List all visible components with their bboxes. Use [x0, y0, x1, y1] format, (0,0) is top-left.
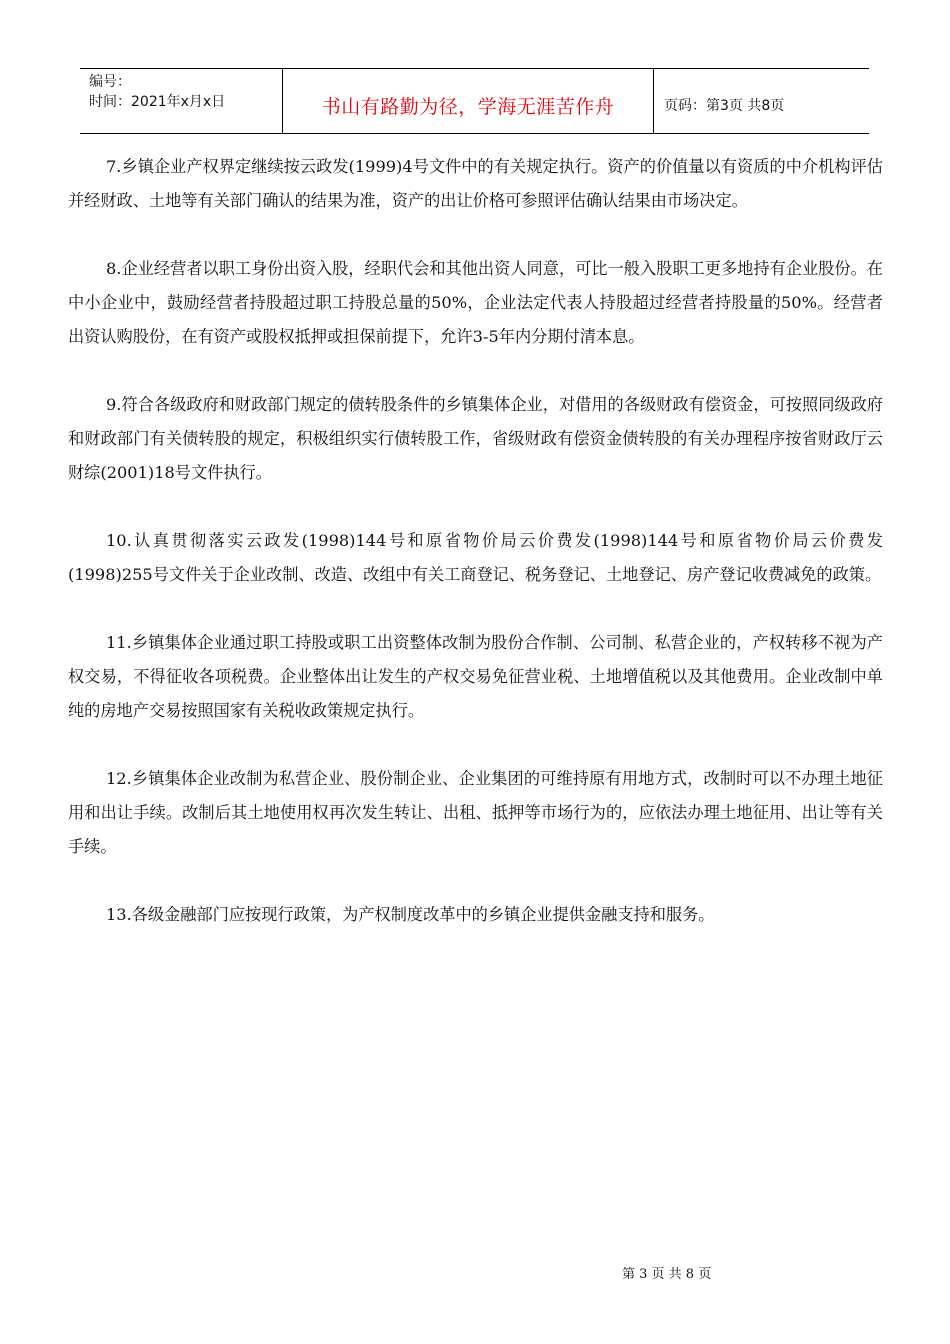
document-date: 时间：2021年x月x日 — [89, 94, 226, 110]
document-body — [68, 150, 883, 966]
header-info-cell — [80, 69, 283, 133]
paragraph-9: 9.符合各级政府和财政部门规定的债转股条件的乡镇集体企业，对借用的各级财政有偿资金，可按照同级政府和财政部门有关债转股的规定，积极组织实行债转股工作，省级财政有偿资金债转股的有关办理程序按省财政厅云财综(2001)18号文件执行。 — [68, 395, 883, 482]
paragraph-10: 10.认真贯彻落实云政发(1998)144号和原省物价局云价费发(1998)144号和原省物价局云价费发(1998)255号文件关于企业改制、改造、改组中有关工商登记、税务登记、土地登记、房产登记收费减免的政策。 — [68, 531, 883, 584]
page-footer: 第 3 页 共 8 页 — [622, 1267, 712, 1282]
paragraph-11: 11.乡镇集体企业通过职工持股或职工出资整体改制为股份合作制、公司制、私营企业的，产权转移不视为产权交易，不得征收各项税费。企业整体出让发生的产权交易免征营业税、土地增值税以及其他费用。企业改制中单纯的房地产交易按照国家有关税收政策规定执行。 — [68, 633, 883, 720]
paragraph-13: 13.各级金融部门应按现行政策，为产权制度改革中的乡镇企业提供金融支持和服务。 — [106, 905, 715, 924]
header-motto: 书山有路勤为径，学海无涯苦作舟 — [321, 95, 615, 118]
header-page-cell — [654, 69, 869, 133]
document-number: 编号： — [89, 74, 131, 90]
header-page-number: 页码：第3页 共8页 — [664, 98, 785, 114]
header-motto-cell — [283, 69, 654, 133]
page-header — [80, 68, 869, 134]
paragraph-12: 12.乡镇集体企业改制为私营企业、股份制企业、企业集团的可维持原有用地方式，改制时可以不办理土地征用和出让手续。改制后其土地使用权再次发生转让、出租、抵押等市场行为的，应依法办理土地征用、出让等有关手续。 — [68, 769, 883, 856]
paragraph-7: 7.乡镇企业产权界定继续按云政发(1999)4号文件中的有关规定执行。资产的价值量以有资质的中介机构评估并经财政、土地等有关部门确认的结果为准，资产的出让价格可参照评估确认结果由市场决定。 — [68, 157, 883, 210]
paragraph-8: 8.企业经营者以职工身份出资入股，经职代会和其他出资人同意，可比一般入股职工更多地持有企业股份。在中小企业中，鼓励经营者持股超过职工持股总量的50%，企业法定代表人持股超过经营者持股量的50%。经营者出资认购股份，在有资产或股权抵押或担保前提下，允许3-5年内分期付清本息。 — [68, 259, 883, 346]
